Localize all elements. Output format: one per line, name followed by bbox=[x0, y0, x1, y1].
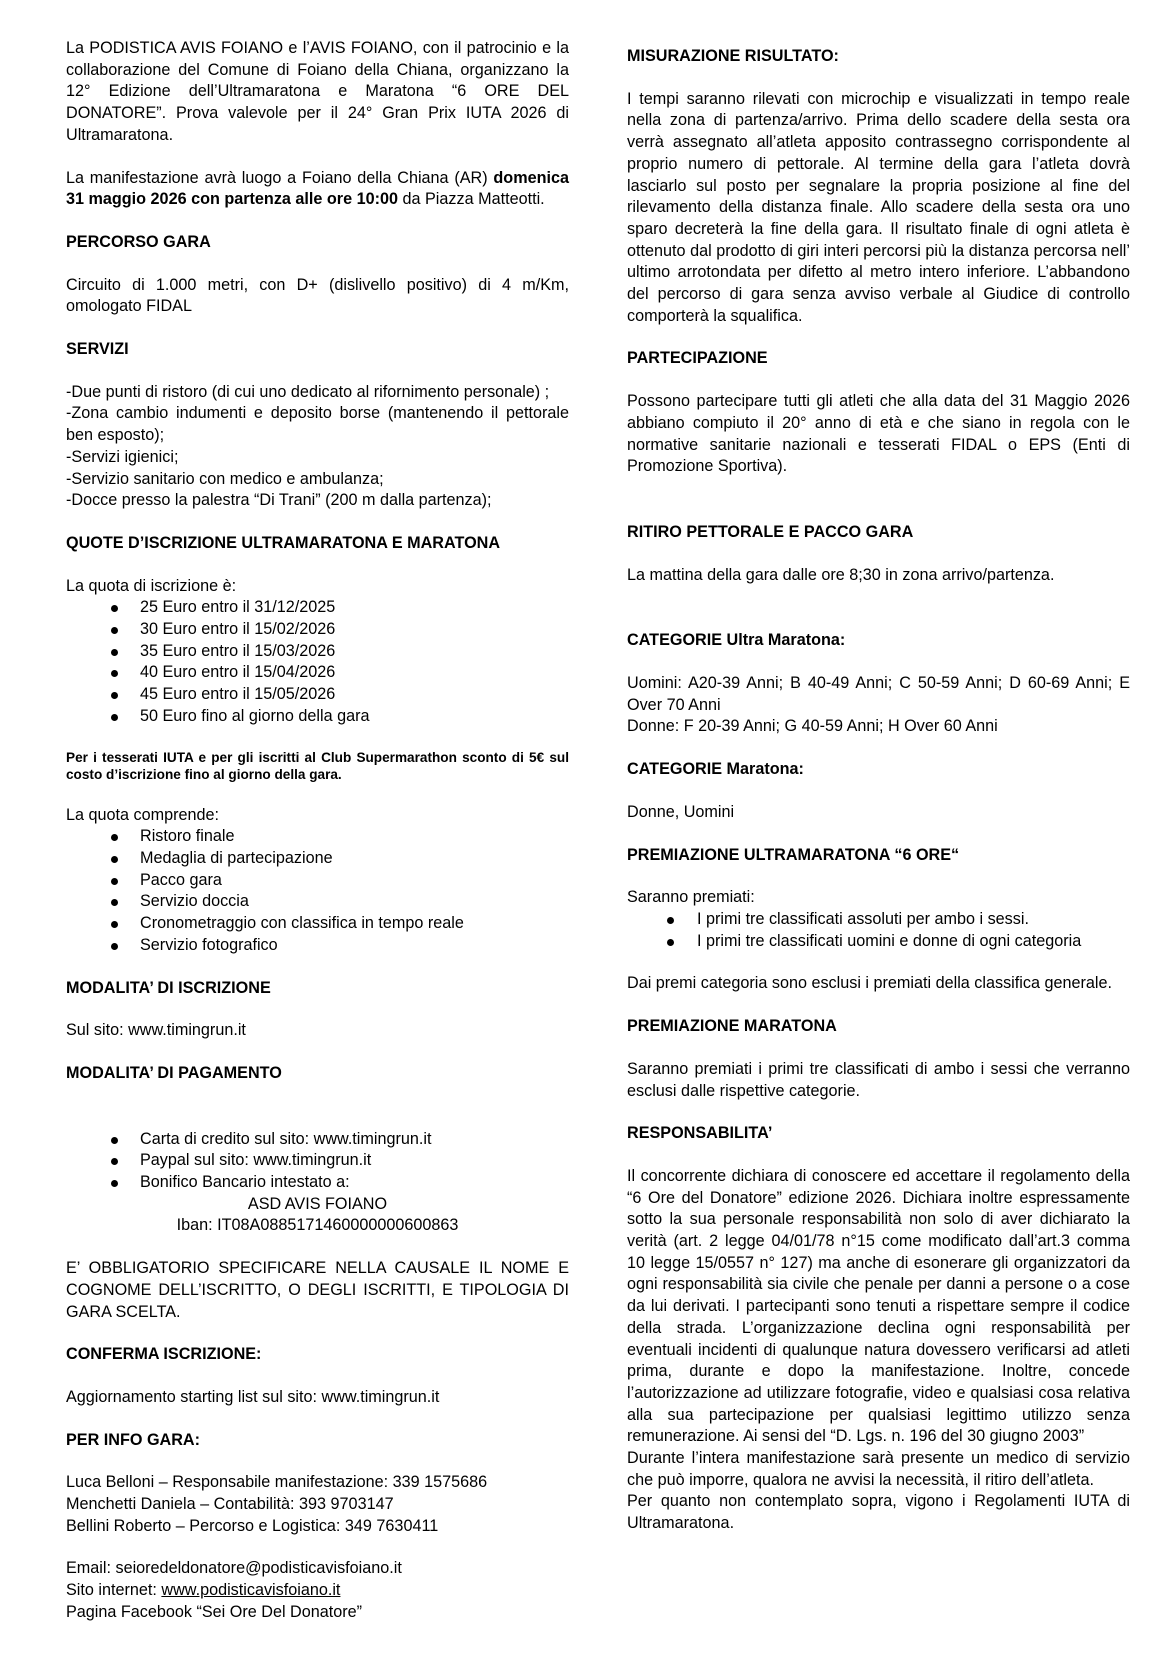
quote-item: 50 Euro fino al giorno della gara bbox=[66, 706, 569, 728]
heading-misurazione: MISURAZIONE RISULTATO: bbox=[627, 47, 839, 65]
paragraph-ritiro: La mattina della gara dalle ore 8;30 in zona arrivo/partenza. bbox=[627, 565, 1055, 584]
facebook-line: Pagina Facebook “Sei Ore Del Donatore” bbox=[66, 1602, 363, 1621]
paragraph-event-date bbox=[66, 168, 569, 211]
paragraph-intro: La PODISTICA AVIS FOIANO e l’AVIS FOIANO, con il patrocinio e la collaborazione del Comune di Foiano della Chiana, organizzano la 12° Edizione dell’Ultramaratona e Maratona “6 ORE DEL DONATORE”. Prova valevole per il 24° Gran Prix IUTA 2026 di Ultramaratona. bbox=[66, 39, 569, 144]
categorie-ultra-donne: Donne: F 20-39 Anni; G 40-59 Anni; H Over 60 Anni bbox=[627, 717, 998, 736]
pagamento-item: Carta di credito sul sito: www.timingrun.it bbox=[66, 1129, 569, 1151]
contacts-list bbox=[66, 1472, 569, 1537]
heading-premiazione-ultra: PREMIAZIONE ULTRAMARATONA “6 ORE“ bbox=[627, 845, 960, 864]
contact-line: Luca Belloni – Responsabile manifestazione: 339 1575686 bbox=[66, 1473, 488, 1492]
heading-categorie-maratona: CATEGORIE Maratona: bbox=[627, 760, 804, 779]
heading-responsabilita: RESPONSABILITA’ bbox=[627, 1124, 773, 1143]
paragraph-misurazione: I tempi saranno rilevati con microchip e visualizzati in tempo reale nella zona di partenza/arrivo. Prima dello scadere della sesta ora verrà assegnato all’atleta apposito contrassegno corrispondente al proprio numero di pettorale. Al termine della gara l’atleta dovrà lasciarlo sul posto per segnalare la propria posizione al fine del rilevamento della distanza finale. Allo scadere della sesta ora uno sparo decreterà la fine della gara. Il risultato finale di ogni atleta è ottenuto dal prodotto di giri interi percorsi più la distanza percorsa nell’ ultimo arrotondata per difetto al metro intero inferiore. L’abbandono del percorso di gara senza avviso verbale al Giudice di controllo comporterà la squalifica. bbox=[627, 89, 1130, 325]
heading-conferma-iscrizione: CONFERMA ISCRIZIONE: bbox=[66, 1345, 262, 1364]
heading-ritiro-pettorale: RITIRO PETTORALE E PACCO GARA bbox=[627, 522, 914, 541]
web-contacts bbox=[66, 1558, 569, 1623]
pagamento-list bbox=[66, 1129, 569, 1194]
comprende-item: Medaglia di partecipazione bbox=[66, 848, 569, 870]
conferma-body: Aggiornamento starting list sul sito: www.timingrun.it bbox=[66, 1387, 440, 1406]
heading-per-info-gara: PER INFO GARA: bbox=[66, 1430, 200, 1449]
premiazione-item: I primi tre classificati uomini e donne di ogni categoria bbox=[627, 931, 1130, 953]
premiazione-item: I primi tre classificati assoluti per ambo i sessi. bbox=[627, 909, 1130, 931]
comprende-item: Ristoro finale bbox=[66, 826, 569, 848]
comprende-item: Pacco gara bbox=[66, 870, 569, 892]
quote-list bbox=[66, 597, 569, 727]
heading-quote-iscrizione: QUOTE D’ISCRIZIONE ULTRAMARATONA E MARATONA bbox=[66, 533, 501, 552]
servizi-item: -Servizio sanitario con medico e ambulanza; bbox=[66, 469, 384, 488]
heading-servizi: SERVIZI bbox=[66, 340, 129, 359]
comprende-item: Servizio doccia bbox=[66, 891, 569, 913]
pagamento-item: Bonifico Bancario intestato a: bbox=[66, 1172, 569, 1194]
heading-categorie-ultra: CATEGORIE Ultra Maratona: bbox=[627, 631, 846, 650]
categorie-maratona-body: Donne, Uomini bbox=[627, 802, 735, 821]
premiazione-ultra-intro: Saranno premiati: bbox=[627, 888, 755, 907]
quote-intro: La quota di iscrizione è: bbox=[66, 576, 237, 595]
pagamento-item: Paypal sul sito: www.timingrun.it bbox=[66, 1150, 569, 1172]
heading-partecipazione: PARTECIPAZIONE bbox=[627, 349, 768, 368]
paragraph-responsabilita-2: Durante l’intera manifestazione sarà presente un medico di servizio che può imporre, qualora ne avvisi la necessità, il ritiro dell’atleta. bbox=[627, 1449, 1130, 1489]
event-date-bold: domenica 31 maggio 2026 con partenza alle ore 10:00 bbox=[66, 168, 569, 209]
quote-item: 30 Euro entro il 15/02/2026 bbox=[66, 619, 569, 641]
quote-item: 45 Euro entro il 15/05/2026 bbox=[66, 684, 569, 706]
quote-item: 25 Euro entro il 31/12/2025 bbox=[66, 597, 569, 619]
website-link[interactable]: www.podisticavisfoiano.it bbox=[161, 1581, 341, 1600]
servizi-item: -Servizi igienici; bbox=[66, 447, 179, 466]
premiazione-ultra-list bbox=[627, 909, 1130, 952]
servizi-item: -Zona cambio indumenti e deposito borse (mantenendo il pettorale ben esposto); bbox=[66, 404, 569, 445]
heading-percorso-gara: PERCORSO GARA bbox=[66, 232, 211, 251]
paragraph-responsabilita-1: Il concorrente dichiara di conoscere ed accettare il regolamento della “6 Ore del Donatore” edizione 2026. Dichiara inoltre espressamente sotto la sua personale responsabilità non solo di aver dichiarato la verità (art. 2 legge 04/01/78 n°15 come modificato dall’art.3 comma 10 legge 15/0557 n° 127) ma anche di esonerare gli organizzatori da ogni responsabilità sia civile che penale per danni a persone o a cose da lui derivati. I partecipanti sono tenuti a rispettare sempre il codice della strada. L’organizzazione declina ogni responsabilità per eventuali incidenti di qualunque natura dovessero verificarsi ad atleti prima, durante e dopo la manifestazione. Inoltre, concede l’autorizzazione ad utilizzare fotografie, video e qualsiasi cosa relativa alla sua partecipazione per qualsiasi legittimo utilizzo senza remunerazione. Ai sensi del “D. Lgs. n. 196 del 30 giugno 2003” bbox=[627, 1166, 1130, 1446]
paragraph-premiazione-maratona: Saranno premiati i primi tre classificati di ambo i sessi che verranno esclusi dalle rispettive categorie. bbox=[627, 1059, 1130, 1100]
contact-line: Bellini Roberto – Percorso e Logistica: 349 7630411 bbox=[66, 1516, 439, 1535]
comprende-item: Cronometraggio con classifica in tempo reale bbox=[66, 913, 569, 935]
right-column bbox=[627, 46, 1130, 1535]
iscrizione-sito: Sul sito: www.timingrun.it bbox=[66, 1021, 246, 1040]
heading-premiazione-maratona: PREMIAZIONE MARATONA bbox=[627, 1017, 837, 1036]
heading-modalita-iscrizione: MODALITA’ DI ISCRIZIONE bbox=[66, 978, 271, 997]
paragraph-percorso: Circuito di 1.000 metri, con D+ (dislivello positivo) di 4 m/Km, omologato FIDAL bbox=[66, 275, 569, 316]
comprende-item: Servizio fotografico bbox=[66, 935, 569, 957]
event-date-pre: La manifestazione avrà luogo a Foiano della Chiana (AR) bbox=[66, 168, 494, 187]
heading-modalita-pagamento: MODALITA’ DI PAGAMENTO bbox=[66, 1063, 282, 1082]
premiazione-ultra-note: Dai premi categoria sono esclusi i premiati della classifica generale. bbox=[627, 974, 1112, 993]
quote-item: 35 Euro entro il 15/03/2026 bbox=[66, 641, 569, 663]
servizi-list bbox=[66, 382, 569, 512]
servizi-item: -Due punti di ristoro (di cui uno dedicato al rifornimento personale) ; bbox=[66, 382, 550, 401]
comprende-intro: La quota comprende: bbox=[66, 805, 219, 824]
paragraph-partecipazione: Possono partecipare tutti gli atleti che alla data del 31 Maggio 2026 abbiano compiuto il 20° anno di età e che siano in regola con le normative sanitarie nazionali e tesserati FIDAL o EPS (Enti di Promozione Sportiva). bbox=[627, 392, 1130, 476]
event-date-post: da Piazza Matteotti. bbox=[398, 190, 545, 209]
paragraph-causale: E’ OBBLIGATORIO SPECIFICARE NELLA CAUSALE IL NOME E COGNOME DELL’ISCRITTO, O DEGLI ISCRITTI, E TIPOLOGIA DI GARA SCELTA. bbox=[66, 1259, 569, 1321]
comprende-list bbox=[66, 826, 569, 956]
categorie-ultra-uomini: Uomini: A20-39 Anni; B 40-49 Anni; C 50-59 Anni; D 60-69 Anni; E Over 70 Anni bbox=[627, 674, 1130, 714]
bank-name: ASD AVIS FOIANO bbox=[247, 1194, 388, 1213]
email-line: Email: seioredeldonatore@podisticavisfoiano.it bbox=[66, 1559, 402, 1578]
contact-line: Menchetti Daniela – Contabilità: 393 9703147 bbox=[66, 1495, 394, 1514]
website-line bbox=[66, 1580, 569, 1602]
quote-item: 40 Euro entro il 15/04/2026 bbox=[66, 662, 569, 684]
left-column bbox=[66, 38, 569, 1624]
paragraph-responsabilita-3: Per quanto non contemplato sopra, vigono i Regolamenti IUTA di Ultramaratona. bbox=[627, 1492, 1130, 1533]
iban-line: Iban: IT08A0885171460000000600863 bbox=[176, 1216, 459, 1235]
discount-note: Per i tesserati IUTA e per gli iscritti al Club Supermarathon sconto di 5€ sul costo d’iscrizione fino al giorno della gara. bbox=[66, 749, 569, 783]
servizi-item: -Docce presso la palestra “Di Trani” (200 m dalla partenza); bbox=[66, 491, 492, 510]
website-label: Sito internet: bbox=[66, 1581, 162, 1600]
